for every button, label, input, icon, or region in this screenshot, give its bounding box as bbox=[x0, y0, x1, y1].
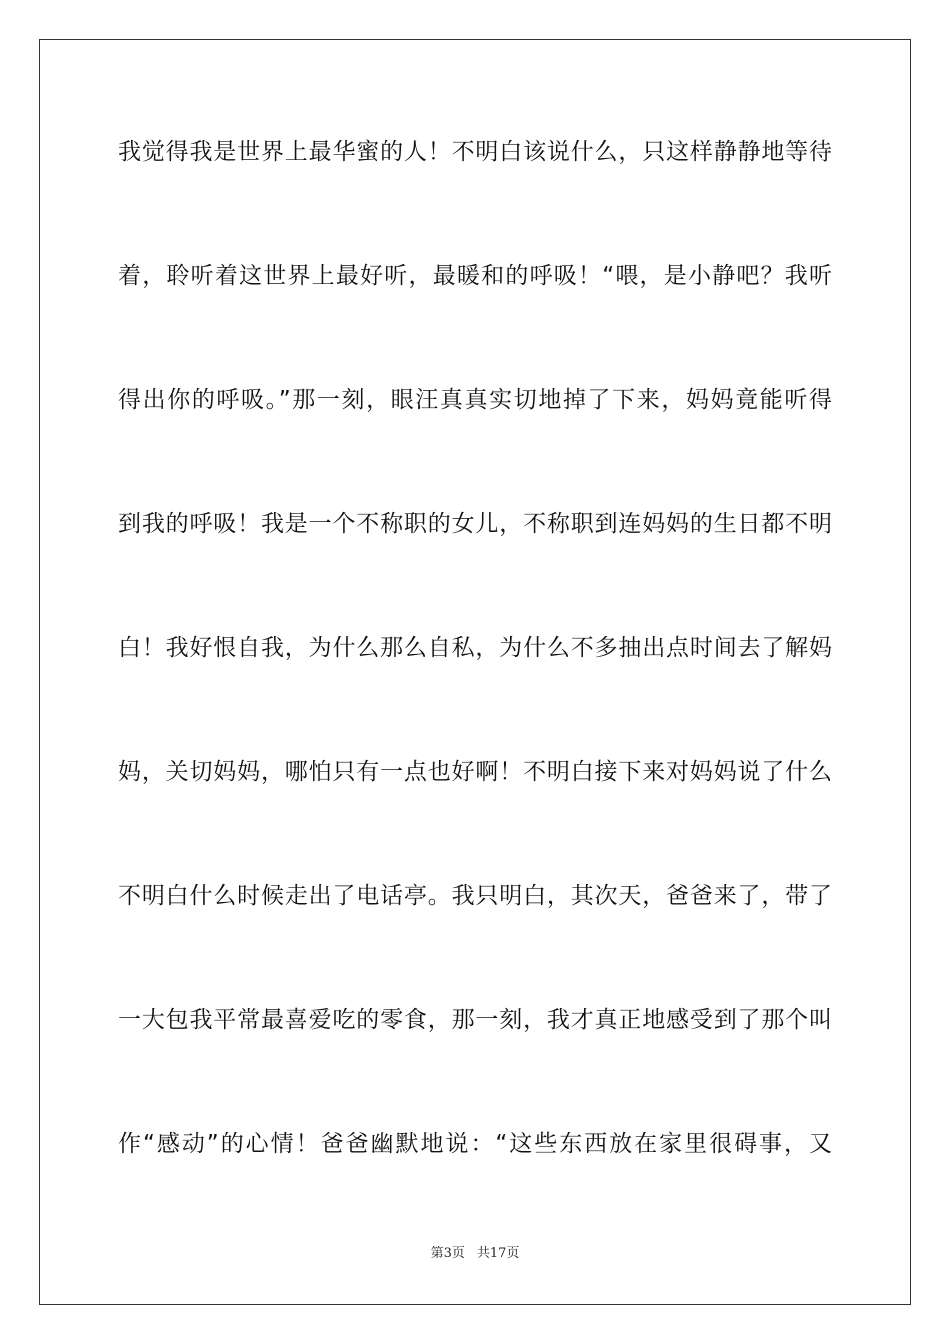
body-line-6: 妈，关切妈妈，哪怕只有一点也好啊！不明白接下来对妈妈说了什么 bbox=[118, 759, 832, 785]
page-number-total: 共17页 bbox=[476, 1246, 520, 1261]
body-line-2: 着，聆听着这世界上最好听，最暖和的呼吸！“喂，是小静吧？我听 bbox=[118, 263, 832, 289]
body-line-3: 得出你的呼吸。”那一刻，眼汪真真实切地掉了下来，妈妈竟能听得 bbox=[118, 387, 832, 413]
body-line-8: 一大包我平常最喜爱吃的零食，那一刻，我才真正地感受到了那个叫 bbox=[118, 1007, 832, 1033]
page-border bbox=[39, 39, 911, 1305]
body-line-9: 作“感动”的心情！爸爸幽默地说：“这些东西放在家里很碍事，又 bbox=[118, 1131, 832, 1157]
page-footer bbox=[0, 1244, 950, 1264]
body-line-5: 白！我好恨自我，为什么那么自私，为什么不多抽出点时间去了解妈 bbox=[118, 635, 832, 661]
body-line-1: 我觉得我是世界上最华蜜的人！不明白该说什么，只这样静静地等待 bbox=[118, 139, 832, 165]
body-line-4: 到我的呼吸！我是一个不称职的女儿，不称职到连妈妈的生日都不明 bbox=[118, 511, 832, 537]
page-number-current: 第3页 bbox=[430, 1246, 465, 1261]
body-line-7: 不明白什么时候走出了电话亭。我只明白，其次天，爸爸来了，带了 bbox=[118, 883, 832, 909]
